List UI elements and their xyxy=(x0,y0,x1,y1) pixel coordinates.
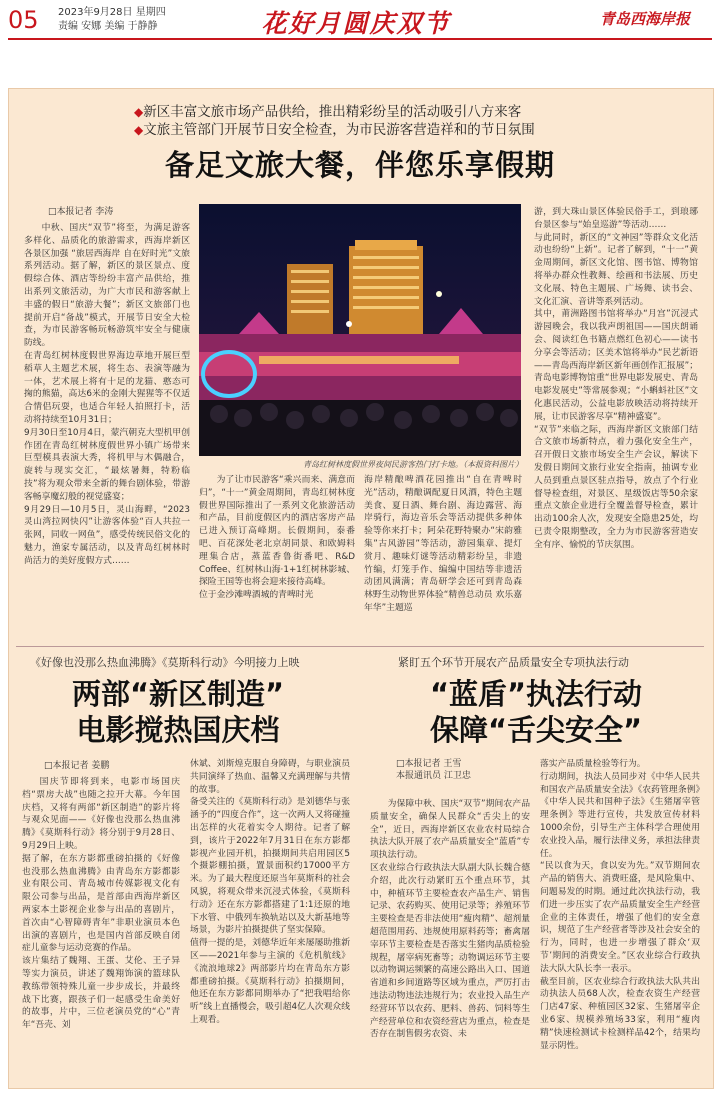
night-photo xyxy=(199,204,521,456)
subtitle-text: 文旅主管部门开展节日安全检查，为市民游客营造祥和的节日氛围 xyxy=(143,122,535,138)
page-number: 05 xyxy=(8,6,39,34)
lead-column-2: 为了让市民游客“乘兴而来、满意而归”，“十一”黄金周期间，青岛红树林度假世界国际推出了一系列文化旅游活动和产品，目前度假区内的酒店客房产品已进入预订高峰期。长假期间，泰番吧、百花深处老北京胡同景、和欧姆料理集合店，蒸蓝香鲁街番吧、R&D Coffee、红树林山海·1+1红树林影城、探险王国等也将会迎来接待高峰。 位于金沙滩啤酒城的青啤时光 xyxy=(199,475,355,601)
food-safety-byline: □本报记者 王雪 本报通讯员 江卫忠 xyxy=(396,759,471,781)
diamond-bullet-icon: ◆ xyxy=(134,105,144,119)
film-story-byline: □本报记者 姜鹏 xyxy=(44,761,110,771)
food-safety-column-1: 为保障中秋、国庆“双节”期间农产品质量安全，确保人民群众“舌尖上的安全”，近日，西海岸新区农业农村局综合执法大队开展了农产品质量安全“蓝盾”专项执法行动。 区农业综合行政执法大队副大队长魏合德介绍，此次行动紧盯五个重点环节，其中，种植环节主要检查农产品生产、销售记录、农药购买、使用记录等；养殖环节主要检查是否非法使用“瘦肉精”、超剂量超范围用药、违规使用原料药等；畜禽屠宰环节主要检查是否落实生猪肉品质检验规程，屠宰病死畜等；动物调运环节主要以动物调运频繁的高速公路出入口、国道省道和乡间道路等区域为重点，严厉打击违法动物违法违规行为；农业投入品生产经营环节以农药、肥料、兽药、饲料等生产经营单位和农资经营店为重点，检查是否存在制售假劣农资、未 xyxy=(370,799,530,1040)
lead-column-3: 海岸精酿啤酒花园推出“自在青啤时光”活动，精酿调配夏日风酒，特色主题美食、夏日酒、舞台剧、海边露营、海岸骑行，海边音乐会等活动提供多种体验等你来打卡；阿朵花野特聚办“宋韵雅集”古风游园”等活动，游园集章、提灯赏月、趣味灯谜等活动精彩纷呈，非遗竹编，灯笼手作、编编中国结等非遗活动团风满满；青岛研学会还可到青岛森林野生动物世界体验“精兽总动员 欢乐嘉年华”主题巡 xyxy=(364,475,522,613)
subtitle-text: 新区丰富文旅市场产品供给，推出精彩纷呈的活动吸引八方来客 xyxy=(143,104,522,120)
lead-byline: □本报记者 李涛 xyxy=(48,207,114,217)
newspaper-logo: 青岛西海岸报 xyxy=(600,10,691,28)
header-rule xyxy=(8,38,712,40)
food-safety-headline: “蓝盾”执法行动 保障“舌尖安全” xyxy=(429,677,643,747)
lead-headline: 备足文旅大餐，伴您乐享假期 xyxy=(164,148,555,182)
editors-text: 责编 安娜 美编 于静静 xyxy=(58,21,158,32)
film-story-headline: 两部“新区制造” 电影搅热国庆档 xyxy=(71,677,285,747)
diamond-bullet-icon: ◆ xyxy=(134,123,144,137)
film-story-column-2: 休斌、刘斯煌克服自身障碍，与职业演员共同演绎了热血、温馨又充满理解与共情的故事。 备受关注的《莫斯科行动》是刘德华与张涵予的“四度合作”，这一次两人又将碰撞出怎样的火花着实令人期待。记者了解到，该片于2022年7月31日在东方影都影视产业园开机，拍摄期间共启用园区5个摄影棚拍摄，置景面积约17000平方米。为了最大程度还原当年莫斯科的社会风貌，将观众带来沉浸式体验，《莫斯科行动》还在东方影都搭建了1:1还原的地下水管、中俄列车换轨站以及大新基地等场景，为影片拍摄提供了坚实保障。 值得一提的是，刘德华近年来屡屡助推新区——2021年参与主演的《危机航线》《流浪地球2》两部影片均在青岛东方影都重磅拍摄。《莫斯科行动》拍摄期间，他还在东方影都同期举办了“把我唱给你听”线上直播慢会，吸引超4亿人次观众线上观看。 xyxy=(190,759,350,1025)
night-scene-graphic xyxy=(199,204,521,456)
lead-column-1: 中秋、国庆“双节”将至，为满足游客多样化、品质化的旅游需求，西海岸新区各景区加强 “旅居西海岸 自在好时光”文旅系列活动。据了解，新区的景区景点、度假综合体、酒店等纷纷丰富产品供给，推出系列文旅活动，为广大市民和游客献上丰盛的假日“旅游大餐”；新区文旅部门也提前开启“备战”模式，开展节日安全大检查，为市民游客畅玩畅游筑牢安全与健康防线。 在青岛红树林度假世界海边草地开展巨型稻草人主题艺术展，将生态、表演等融为一体，艺术展上将有十足的龙猫、憨态可掬的熊猫，高达6米的金刚大猩猩等不仅适合情侣玩耍，也适合年轻人拍照打卡，活动将持续至10月31日； 9月30日至10月4日，蒙汽朝克大型机甲创作团在青岛红树林度假世界小镇广场带来巨型模具表演大秀，将机甲与木偶融合，旋转与现实交汇，“最炫暑舞，特粉临技”将为观众带来全新的舞台剧体验，带游客畅享魔幻般的视觉盛宴； 9月29日—10月5日，灵山海畔，“2023灵山湾拉网快闪”让游客体验“百人共拉一张网，同收一网鱼”，感受传统民俗文化的魅力，渔家专属活动，以及青岛红树林时尚活力的美好度假方式…… xyxy=(24,223,190,566)
lead-column-4: 游，到大珠山景区体验民俗手工，到琅琊台景区参与“始皇巡游”等活动…… 与此同时，新区的“文神园”等群众文化活动也纷纷“上新”。记者了解到，“十一”黄金周期间，新区文化馆、图书馆、博物馆将举办群众性教舞、绘画和书法展、历史文化展、特色主题展、广场舞、读书会、文化汇演、音讲等系列活动。 其中，莆洲路图书馆将举办“月宫”沉浸式游园晚会，我以我声朗祖国——国庆朗诵会、阅读红色书籍点燃红色初心——读书分享会等活动；区美术馆将举办“民艺新语——青岛西海岸新区新年画创作汇报展”；青岛电影博物馆重“世界电影发展史、青岛电影发展史”等常展参观；“小蝌蚪社区”文化惠民活动，公益电影放映活动将持续开展，让市民游客尽享“精神盛宴”。 “双节”来临之际，西海岸新区文旅部门结合文旅市场新特点，着力强化安全生产，召开假日文旅市场安全生产会议，解读下发假日期间文旅行业安全指南，抽调专业人员到重点景区驻点指导，放点了个行业督导检查组，对景区、星级饭店等50余家重点文旅企业进行全覆盖督导检查，累计出动100余人次，发现安全隐患25处，均已责令限期整改，全力为市民游客营造安全有序、愉悦的节庆氛围。 xyxy=(534,207,698,550)
lead-subtitle-2 xyxy=(134,118,535,138)
photo-caption: 青岛红树林度假世界夜间民游客热门打卡地。（本报资料图片） xyxy=(303,460,523,469)
section-divider xyxy=(16,646,704,647)
food-safety-column-2: 落实产品质量检验等行为。 行动期间，执法人员同步对《中华人民共和国农产品质量安全法》《农药管理条例》《中华人民共和国种子法》《生猪屠宰管理条例》等进行宣传，共发放宣传材料1000余份，引导生产主体科学合理使用农业投入品，履行法律义务，承担法律责任。 “民以食为天，食以安为先。”双节期间农产品的销售大、消费旺盛，是风险集中、问题易发的时期。通过此次执法行动，我们进一步压实了农产品质量安全生产经营企业的主体责任，增强了他们的安全意识，规范了生产经营者等涉及社会安全的行为，同时，也进一步增强了群众‘双节’期间的消费安全。”区农业综合行政执法大队大队长李一表示。 截至目前，区农业综合行政执法大队共出动执法人员68人次，检查农资生产经营门店47家、种植园区32家、生猪屠宰企业6家、规模养殖场33家，利用“瘦肉精”快速检测试卡检测样品42个，结果均显示阴性。 xyxy=(540,759,700,1051)
date-text: 2023年9月28日 星期四 xyxy=(58,7,166,18)
food-safety-kicker: 紧盯五个环节开展农产品质量安全专项执法行动 xyxy=(398,656,629,669)
page-title: 花好月圆庆双节 xyxy=(261,9,451,38)
issue-date xyxy=(58,6,166,34)
film-story-kicker: 《好像也没那么热血沸腾》《莫斯科行动》今明接力上映 xyxy=(30,656,300,669)
lead-subtitle-1 xyxy=(134,100,521,120)
film-story-column-1: 国庆节即将到来，电影市场国庆档“票房大战”也随之拉开大幕。今年国庆档，又将有两部“新区制造”的影片将与观众见面——《好像也没那么热血沸腾》《莫斯科行动》将分别于9月28日、9月29日上映。 据了解，在东方影都重磅拍摄的《好像也没那么热血沸腾》由青岛东方影都影业有限公司、青岛城市传媒影视文化有限公司参与出品，是首部由西海岸新区两家本土影视企业参与出品的喜剧片，首次由“心智障碍青年”非职业演员本色出演的喜剧片，也是国内首部反映自闭症儿童参与运动竞赛的作品。 该片集结了魏翔、王蛋、艾伦、王子异等实力演员，讲述了魏翔饰演的篮球队教练带领特殊儿童一步步成长，并最终战下比赛，跟孩子们一起感受生命美好的故事，片中，三位老演员党的“心”青年“吾壳、刘 xyxy=(22,777,180,1031)
